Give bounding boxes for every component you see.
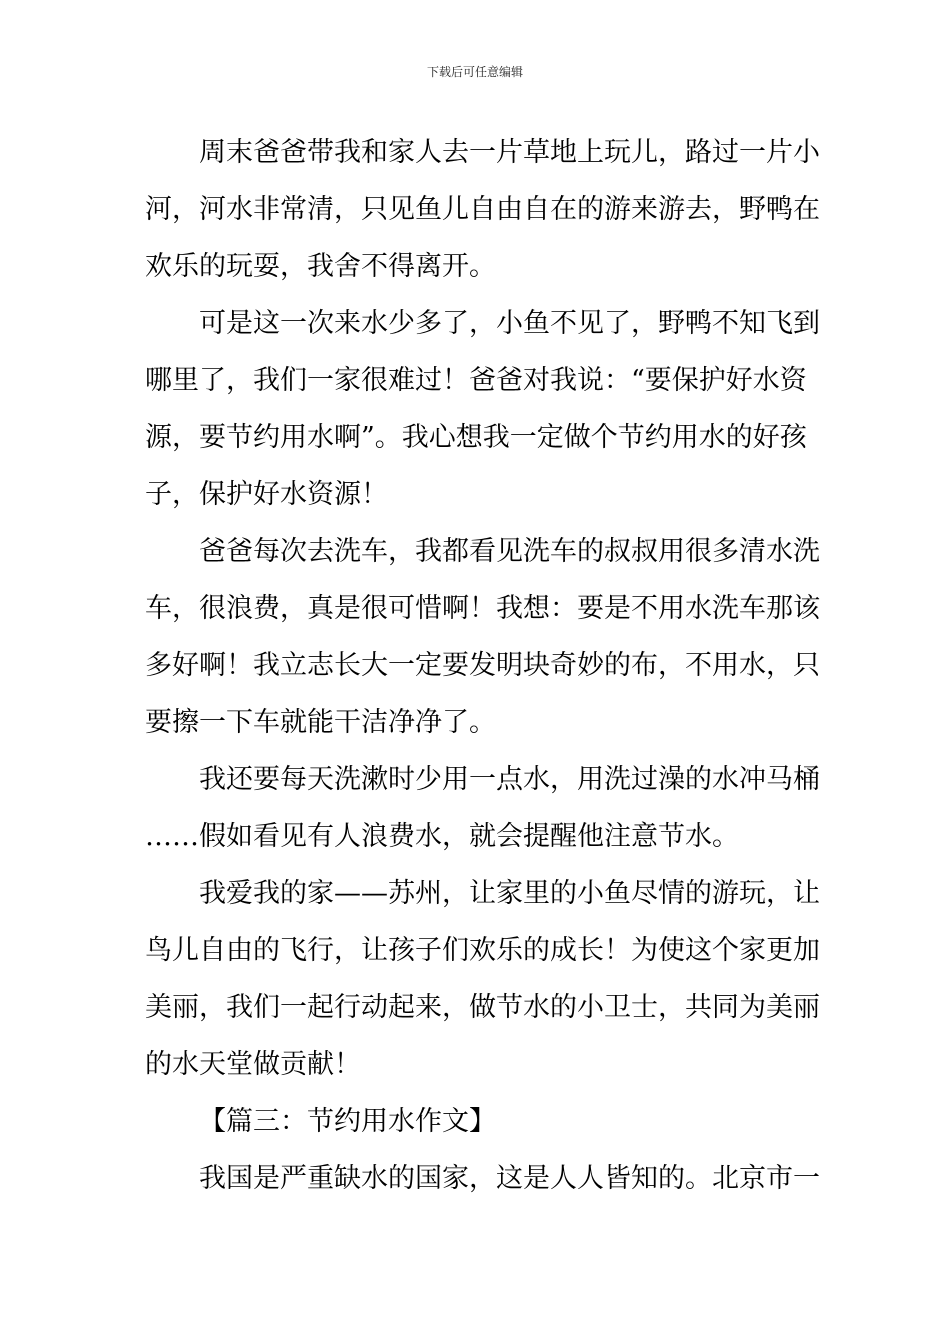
paragraph-1-line-3: 欢乐的玩耍，我舍不得离开。 [145, 251, 496, 282]
paragraph-2-line-1: 可是这一次来水少多了，小鱼不见了，野鸭不知飞到 [199, 308, 820, 339]
paragraph-5-line-4: 的水天堂做贡献！ [145, 1049, 361, 1080]
paragraph-5-line-2: 鸟儿自由的飞行，让孩子们欢乐的成长！为使这个家更加 [145, 935, 820, 966]
paragraph-7-line-1: 我国是严重缺水的国家，这是人人皆知的。北京市一 [199, 1163, 820, 1194]
paragraph-2-line-4: 子，保护好水资源！ [145, 479, 388, 510]
paragraph-1-line-1: 周末爸爸带我和家人去一片草地上玩儿，路过一片小 [199, 137, 820, 168]
section-heading: 【篇三：节约用水作文】 [199, 1106, 496, 1137]
paragraph-5-line-1: 我爱我的家——苏州，让家里的小鱼尽情的游玩，让 [199, 878, 820, 909]
paragraph-5-line-3: 美丽，我们一起行动起来，做节水的小卫士，共同为美丽 [145, 992, 820, 1023]
paragraph-2-line-2: 哪里了，我们一家很难过！爸爸对我说：“要保护好水资 [145, 365, 807, 396]
paragraph-1-line-2: 河，河水非常清，只见鱼儿自由自在的游来游去，野鸭在 [145, 194, 820, 225]
paragraph-3-line-2: 车，很浪费，真是很可惜啊！我想：要是不用水洗车那该 [145, 593, 820, 624]
paragraph-3-line-4: 要擦一下车就能干洁净净了。 [145, 707, 496, 738]
paragraph-4-line-1: 我还要每天洗漱时少用一点水，用洗过澡的水冲马桶 [199, 764, 820, 795]
page-header: 下载后可任意编辑 [426, 65, 523, 79]
paragraph-3-line-1: 爸爸每次去洗车，我都看见洗车的叔叔用很多清水洗 [199, 536, 820, 567]
paragraph-2-line-3: 源，要节约用水啊”。我心想我一定做个节约用水的好孩 [145, 422, 807, 453]
paragraph-4-line-2: ……假如看见有人浪费水，就会提醒他注意节水。 [145, 821, 739, 852]
paragraph-3-line-3: 多好啊！我立志长大一定要发明块奇妙的布，不用水，只 [145, 650, 820, 681]
